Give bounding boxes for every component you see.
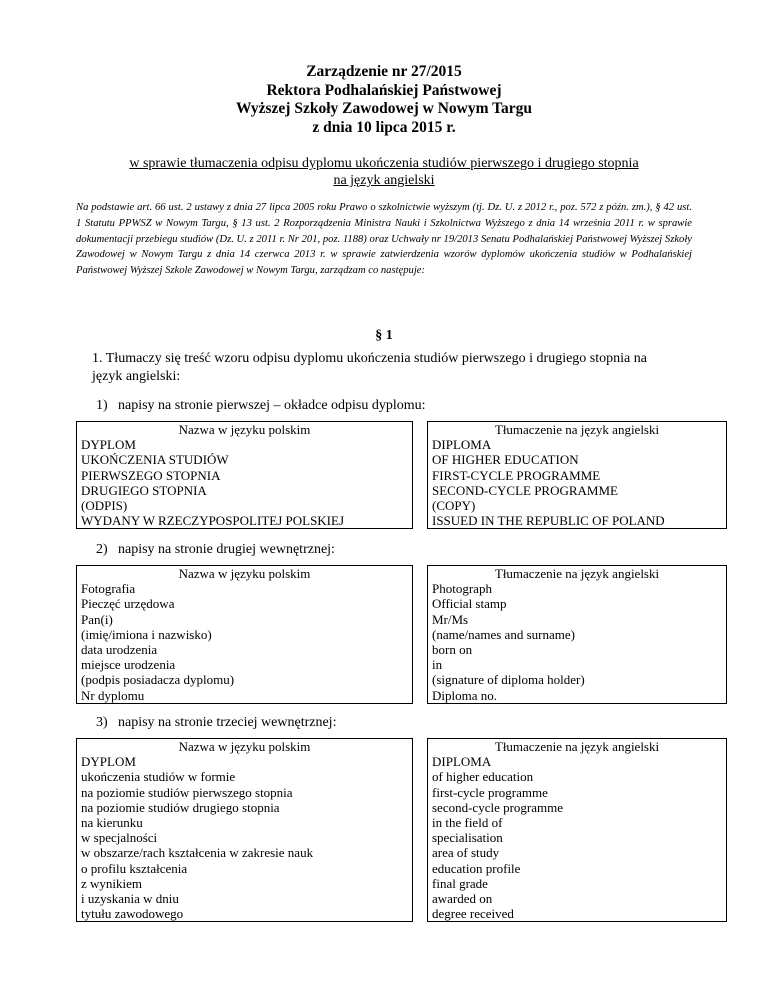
english-term: Diploma no.	[432, 687, 497, 703]
title-line-2: Rektora Podhalańskiej Państwowej	[266, 81, 502, 99]
subpoint-1	[96, 397, 426, 414]
subject-line-2: na język angielski	[333, 173, 435, 188]
polish-term: na poziomie studiów drugiego stopnia	[81, 799, 280, 815]
english-term: in	[432, 657, 443, 673]
title-line-4: z dnia 10 lipca 2015 r.	[312, 118, 456, 136]
subpoint-number: 2)	[96, 542, 108, 557]
polish-term: Fotografia	[81, 581, 136, 597]
english-term: first-cycle programme	[432, 784, 548, 800]
polish-term: o profilu kształcenia	[81, 860, 188, 876]
column-header-polish: Nazwa w języku polskim	[178, 422, 311, 437]
english-term: degree received	[432, 906, 514, 922]
column-header-english: Tłumaczenie na język angielski	[494, 739, 660, 754]
subpoint-2	[96, 541, 335, 558]
column-header-english: Tłumaczenie na język angielski	[494, 566, 660, 581]
english-term: Official stamp	[432, 596, 507, 612]
translation-table-1	[76, 421, 727, 529]
document-subject	[0, 155, 768, 189]
english-term: SECOND-CYCLE PROGRAMME	[432, 482, 618, 498]
table-polish-column	[77, 566, 413, 704]
english-term: in the field of	[432, 814, 503, 830]
english-term: FIRST-CYCLE PROGRAMME	[432, 467, 601, 483]
point-1-line-2: język angielski:	[92, 368, 181, 384]
english-term: Photograph	[432, 581, 492, 597]
polish-term: i uzyskania w dniu	[81, 890, 179, 906]
subpoint-text: napisy na stronie pierwszej – okładce odpisu dyplomu:	[118, 398, 426, 413]
english-term: awarded on	[432, 890, 493, 906]
point-1	[76, 350, 692, 385]
section-heading: § 1	[375, 328, 393, 343]
subpoint-3	[96, 714, 336, 731]
polish-term: Pan(i)	[81, 611, 113, 627]
polish-term: (imię/imiona i nazwisko)	[81, 626, 212, 642]
column-header-polish: Nazwa w języku polskim	[178, 739, 311, 754]
polish-term: UKOŃCZENIA STUDIÓW	[81, 452, 229, 468]
column-header-english: Tłumaczenie na język angielski	[494, 422, 660, 437]
title-line-1: Zarządzenie nr 27/2015	[306, 63, 462, 80]
polish-term: w specjalności	[81, 830, 158, 846]
subpoint-text: napisy na stronie trzeciej wewnętrznej:	[118, 715, 337, 730]
english-term: final grade	[432, 875, 488, 891]
document-title	[0, 63, 768, 137]
english-term: DIPLOMA	[432, 754, 492, 770]
subpoint-text: napisy na stronie drugiej wewnętrznej:	[118, 542, 335, 557]
english-term: of higher education	[432, 769, 534, 785]
polish-term: Pieczęć urzędowa	[81, 596, 175, 612]
table-english-column	[428, 422, 727, 529]
polish-term: z wynikiem	[81, 875, 143, 891]
polish-term: data urodzenia	[81, 641, 158, 657]
english-term: OF HIGHER EDUCATION	[432, 452, 579, 468]
polish-term: DYPLOM	[81, 437, 136, 453]
point-1-line-1	[76, 350, 692, 368]
polish-term: miejsce urodzenia	[81, 657, 176, 673]
polish-term: PIERWSZEGO STOPNIA	[81, 467, 221, 483]
english-term: second-cycle programme	[432, 799, 564, 815]
legal-basis: Na podstawie art. 66 ust. 2 ustawy z dnia 27 lipca 2005 roku Prawo o szkolnictwie wyższym (tj. Dz. U. z 2012 r., poz. 572 z późn. zm.), § 42 ust. 1 Statutu PPWSZ w Nowym Targu, § 13 ust. 2 Rozporządzenia Ministra Nauki i Szkolnictwa Wyższego z dnia 14 września 2011 r. w sprawie dokumentacji przebiegu studiów (Dz. U. z 2011 r. Nr 201, poz. 1188) oraz Uchwały nr 19/2013 Senatu Podhalańskiej Państwowej Wyższej Szkoły Zawodowej w Nowym Targu z dnia 14 czerwca 2013 r. w sprawie zatwierdzenia wzorów dyplomów ukończenia studiów w Podhalańskiej Państwowej Wyższej Szkole Zawodowej w Nowym Targu, zarządzam co następuje:	[76, 202, 692, 277]
table-polish-column	[77, 422, 413, 529]
subpoint-number: 1)	[96, 398, 108, 413]
table-english-column	[428, 566, 727, 704]
translation-table-3	[76, 738, 727, 922]
english-term: area of study	[432, 845, 500, 861]
subject-line-1: w sprawie tłumaczenia odpisu dyplomu ukończenia studiów pierwszego i drugiego stopnia	[129, 156, 639, 171]
table-english-column	[428, 739, 727, 922]
point-1-text-1: Tłumaczy się treść wzoru odpisu dyplomu ukończenia studiów pierwszego i drugiego stopnia na	[105, 351, 647, 366]
polish-term: WYDANY W RZECZYPOSPOLITEJ POLSKIEJ	[81, 513, 345, 529]
title-line-3: Wyższej Szkoły Zawodowej w Nowym Targu	[235, 100, 533, 117]
english-term: (name/names and surname)	[432, 626, 575, 642]
polish-term: ukończenia studiów w formie	[81, 769, 236, 785]
english-term: (COPY)	[432, 497, 476, 513]
polish-term: tytułu zawodowego	[81, 906, 184, 922]
polish-term: na kierunku	[81, 814, 143, 830]
polish-term: na poziomie studiów pierwszego stopnia	[81, 784, 293, 800]
translation-table-2	[76, 565, 727, 704]
point-1-number: 1.	[92, 351, 103, 366]
subpoint-number: 3)	[96, 715, 108, 730]
polish-term: (ODPIS)	[81, 497, 128, 513]
english-term: ISSUED IN THE REPUBLIC OF POLAND	[432, 513, 665, 529]
polish-term: DRUGIEGO STOPNIA	[81, 482, 207, 498]
english-term: born on	[432, 641, 473, 657]
polish-term: w obszarze/rach kształcenia w zakresie nauk	[81, 845, 314, 861]
english-term: specialisation	[432, 830, 503, 846]
column-header-polish: Nazwa w języku polskim	[178, 566, 311, 581]
table-polish-column	[77, 739, 413, 922]
english-term: DIPLOMA	[432, 437, 492, 453]
polish-term: Nr dyplomu	[81, 687, 145, 703]
english-term: education profile	[432, 860, 521, 876]
polish-term: (podpis posiadacza dyplomu)	[81, 672, 235, 688]
polish-term: DYPLOM	[81, 754, 136, 770]
english-term: (signature of diploma holder)	[432, 672, 585, 688]
english-term: Mr/Ms	[432, 611, 469, 627]
